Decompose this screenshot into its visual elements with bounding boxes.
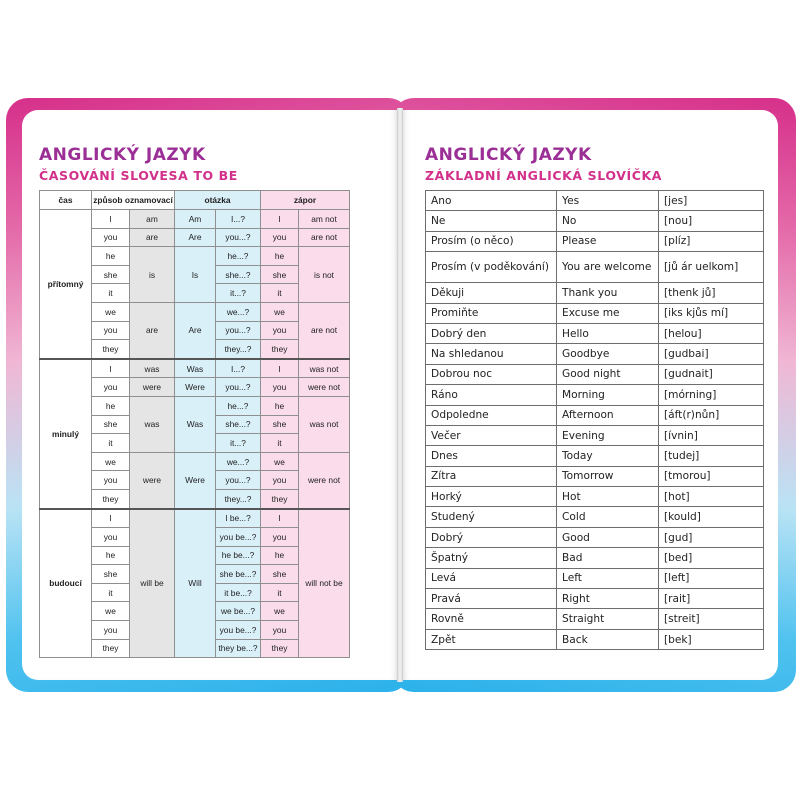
- pronoun-cell: you: [92, 471, 130, 490]
- negative-pronoun: you: [261, 321, 299, 340]
- indicative-form: was: [130, 396, 175, 452]
- negative-pronoun: it: [261, 583, 299, 602]
- pronoun-cell: he: [92, 546, 130, 565]
- vocabulary-row: [426, 527, 764, 547]
- pronunciation: [gud]: [659, 527, 764, 547]
- english-word: Left: [557, 568, 659, 588]
- indicative-form: were: [130, 378, 175, 397]
- czech-word: Studený: [426, 507, 557, 527]
- pronunciation: [streit]: [659, 609, 764, 629]
- vocabulary-row: [426, 323, 764, 343]
- negative-form: was not: [299, 396, 350, 452]
- question-tail: she...?: [216, 265, 261, 284]
- negative-pronoun: he: [261, 247, 299, 266]
- indicative-form: are: [130, 228, 175, 247]
- question-tail: he...?: [216, 247, 261, 266]
- english-word: Afternoon: [557, 405, 659, 425]
- pronunciation: [bed]: [659, 548, 764, 568]
- vocabulary-row: [426, 466, 764, 486]
- pronunciation: [plíz]: [659, 231, 764, 251]
- negative-pronoun: she: [261, 565, 299, 584]
- czech-word: Dobrý den: [426, 323, 557, 343]
- pronoun-cell: he: [92, 396, 130, 415]
- question-tail: you...?: [216, 471, 261, 490]
- pronoun-cell: he: [92, 247, 130, 266]
- pronoun-cell: we: [92, 452, 130, 471]
- vocabulary-row: [426, 507, 764, 527]
- header-indicative: způsob oznamovací: [92, 191, 175, 210]
- english-word: Good night: [557, 364, 659, 384]
- negative-pronoun: he: [261, 546, 299, 565]
- question-verb: Were: [175, 378, 216, 397]
- czech-word: Prosím (o něco): [426, 231, 557, 251]
- negative-pronoun: they: [261, 639, 299, 658]
- negative-pronoun: they: [261, 489, 299, 508]
- pronunciation: [iks kjůs mí]: [659, 303, 764, 323]
- negative-pronoun: I: [261, 210, 299, 229]
- question-tail: they...?: [216, 340, 261, 359]
- vocabulary-row: [426, 629, 764, 649]
- negative-form: is not: [299, 247, 350, 303]
- header-negative: zápor: [261, 191, 350, 210]
- vocabulary-row: [426, 231, 764, 251]
- question-tail: we...?: [216, 452, 261, 471]
- right-page-title: ANGLICKÝ JAZYK: [425, 145, 592, 165]
- pronoun-cell: they: [92, 340, 130, 359]
- question-tail: you...?: [216, 321, 261, 340]
- question-tail: I...?: [216, 210, 261, 229]
- table-row: [40, 359, 350, 378]
- negative-pronoun: you: [261, 528, 299, 547]
- pronoun-cell: you: [92, 378, 130, 397]
- question-tail: you...?: [216, 378, 261, 397]
- pronoun-cell: she: [92, 415, 130, 434]
- left-page-subtitle: ČASOVÁNÍ SLOVESA TO BE: [39, 168, 238, 183]
- english-word: Good: [557, 527, 659, 547]
- pronunciation: [tudej]: [659, 446, 764, 466]
- czech-word: Zpět: [426, 629, 557, 649]
- question-tail: she...?: [216, 415, 261, 434]
- vocabulary-row: [426, 252, 764, 283]
- indicative-form: are: [130, 302, 175, 358]
- czech-word: Zítra: [426, 466, 557, 486]
- vocabulary-row: [426, 568, 764, 588]
- pronoun-cell: we: [92, 302, 130, 321]
- negative-form: are not: [299, 302, 350, 358]
- english-word: Thank you: [557, 283, 659, 303]
- czech-word: Dobrou noc: [426, 364, 557, 384]
- czech-word: Večer: [426, 425, 557, 445]
- czech-word: Promiňte: [426, 303, 557, 323]
- vocabulary-row: [426, 385, 764, 405]
- pronunciation: [rait]: [659, 589, 764, 609]
- vocabulary-row: [426, 283, 764, 303]
- english-word: Goodbye: [557, 344, 659, 364]
- indicative-form: is: [130, 247, 175, 303]
- left-page-title: ANGLICKÝ JAZYK: [39, 145, 206, 165]
- question-tail: they be...?: [216, 639, 261, 658]
- pronunciation: [ívnin]: [659, 425, 764, 445]
- czech-word: Odpoledne: [426, 405, 557, 425]
- negative-pronoun: you: [261, 228, 299, 247]
- english-word: No: [557, 211, 659, 231]
- czech-word: Dobrý: [426, 527, 557, 547]
- right-page-subtitle: ZÁKLADNÍ ANGLICKÁ SLOVÍČKA: [425, 168, 663, 183]
- pronunciation: [tmorou]: [659, 466, 764, 486]
- czech-word: Ráno: [426, 385, 557, 405]
- pronoun-cell: she: [92, 265, 130, 284]
- english-word: Please: [557, 231, 659, 251]
- table-header-row: [40, 191, 350, 210]
- czech-word: Ne: [426, 211, 557, 231]
- book-spine: [397, 108, 403, 682]
- pronoun-cell: they: [92, 639, 130, 658]
- czech-word: Levá: [426, 568, 557, 588]
- negative-pronoun: he: [261, 396, 299, 415]
- pronunciation: [jes]: [659, 191, 764, 211]
- vocabulary-row: [426, 446, 764, 466]
- czech-word: Horký: [426, 487, 557, 507]
- english-word: Cold: [557, 507, 659, 527]
- question-verb: Were: [175, 452, 216, 508]
- question-tail: it be...?: [216, 583, 261, 602]
- vocabulary-row: [426, 303, 764, 323]
- negative-form: were not: [299, 378, 350, 397]
- pronoun-cell: it: [92, 434, 130, 453]
- english-word: You are welcome: [557, 252, 659, 283]
- czech-word: Ano: [426, 191, 557, 211]
- negative-form: were not: [299, 452, 350, 508]
- pronunciation: [jů ár uelkom]: [659, 252, 764, 283]
- question-tail: they...?: [216, 489, 261, 508]
- english-word: Morning: [557, 385, 659, 405]
- pronunciation: [áft(r)nůn]: [659, 405, 764, 425]
- negative-pronoun: she: [261, 415, 299, 434]
- question-tail: we be...?: [216, 602, 261, 621]
- english-word: Hot: [557, 487, 659, 507]
- pronunciation: [kould]: [659, 507, 764, 527]
- question-verb: Will: [175, 509, 216, 658]
- question-tail: you be...?: [216, 621, 261, 640]
- pronoun-cell: I: [92, 509, 130, 528]
- czech-word: Děkuji: [426, 283, 557, 303]
- pronunciation: [hot]: [659, 487, 764, 507]
- pronunciation: [thenk jů]: [659, 283, 764, 303]
- pronunciation: [mórning]: [659, 385, 764, 405]
- pronoun-cell: you: [92, 321, 130, 340]
- question-verb: Was: [175, 396, 216, 452]
- vocabulary-row: [426, 364, 764, 384]
- tense-label: minulý: [40, 359, 92, 509]
- english-word: Bad: [557, 548, 659, 568]
- question-tail: I...?: [216, 359, 261, 378]
- header-question: otázka: [175, 191, 261, 210]
- czech-word: Rovně: [426, 609, 557, 629]
- negative-form: will not be: [299, 509, 350, 658]
- vocabulary-row: [426, 211, 764, 231]
- negative-pronoun: I: [261, 509, 299, 528]
- czech-word: Prosím (v poděkování): [426, 252, 557, 283]
- negative-form: are not: [299, 228, 350, 247]
- indicative-form: will be: [130, 509, 175, 658]
- czech-word: Dnes: [426, 446, 557, 466]
- question-tail: he...?: [216, 396, 261, 415]
- indicative-form: were: [130, 452, 175, 508]
- question-tail: I be...?: [216, 509, 261, 528]
- vocabulary-row: [426, 609, 764, 629]
- pronoun-cell: I: [92, 210, 130, 229]
- czech-word: Pravá: [426, 589, 557, 609]
- negative-form: am not: [299, 210, 350, 229]
- vocabulary-row: [426, 548, 764, 568]
- question-verb: Am: [175, 210, 216, 229]
- indicative-form: was: [130, 359, 175, 378]
- question-verb: Is: [175, 247, 216, 303]
- question-tail: you...?: [216, 228, 261, 247]
- negative-pronoun: you: [261, 378, 299, 397]
- pronoun-cell: you: [92, 621, 130, 640]
- vocabulary-row: [426, 487, 764, 507]
- pronoun-cell: I: [92, 359, 130, 378]
- pronunciation: [gudbai]: [659, 344, 764, 364]
- indicative-form: am: [130, 210, 175, 229]
- table-row: [40, 509, 350, 528]
- to-be-conjugation-table: [39, 190, 350, 658]
- negative-pronoun: you: [261, 621, 299, 640]
- negative-pronoun: it: [261, 284, 299, 303]
- english-word: Right: [557, 589, 659, 609]
- question-tail: he be...?: [216, 546, 261, 565]
- vocabulary-row: [426, 589, 764, 609]
- vocabulary-row: [426, 344, 764, 364]
- english-word: Straight: [557, 609, 659, 629]
- negative-pronoun: we: [261, 602, 299, 621]
- pronunciation: [left]: [659, 568, 764, 588]
- negative-pronoun: I: [261, 359, 299, 378]
- pronunciation: [gudnait]: [659, 364, 764, 384]
- vocabulary-row: [426, 191, 764, 211]
- vocabulary-table: [425, 190, 764, 650]
- pronoun-cell: you: [92, 528, 130, 547]
- negative-form: was not: [299, 359, 350, 378]
- question-tail: you be...?: [216, 528, 261, 547]
- negative-pronoun: you: [261, 471, 299, 490]
- question-verb: Was: [175, 359, 216, 378]
- english-word: Back: [557, 629, 659, 649]
- vocabulary-row: [426, 405, 764, 425]
- pronoun-cell: it: [92, 583, 130, 602]
- english-word: Evening: [557, 425, 659, 445]
- negative-pronoun: they: [261, 340, 299, 359]
- question-tail: it...?: [216, 284, 261, 303]
- pronoun-cell: we: [92, 602, 130, 621]
- negative-pronoun: we: [261, 452, 299, 471]
- question-verb: Are: [175, 302, 216, 358]
- czech-word: Špatný: [426, 548, 557, 568]
- table-row: [40, 210, 350, 229]
- pronoun-cell: it: [92, 284, 130, 303]
- negative-pronoun: we: [261, 302, 299, 321]
- vocabulary-row: [426, 425, 764, 445]
- question-tail: it...?: [216, 434, 261, 453]
- question-verb: Are: [175, 228, 216, 247]
- negative-pronoun: it: [261, 434, 299, 453]
- question-tail: she be...?: [216, 565, 261, 584]
- header-tense: čas: [40, 191, 92, 210]
- question-tail: we...?: [216, 302, 261, 321]
- english-word: Tomorrow: [557, 466, 659, 486]
- pronoun-cell: they: [92, 489, 130, 508]
- tense-label: budoucí: [40, 509, 92, 658]
- pronunciation: [bek]: [659, 629, 764, 649]
- pronunciation: [nou]: [659, 211, 764, 231]
- czech-word: Na shledanou: [426, 344, 557, 364]
- pronoun-cell: you: [92, 228, 130, 247]
- negative-pronoun: she: [261, 265, 299, 284]
- english-word: Hello: [557, 323, 659, 343]
- tense-label: přítomný: [40, 210, 92, 359]
- pronunciation: [helou]: [659, 323, 764, 343]
- english-word: Excuse me: [557, 303, 659, 323]
- pronoun-cell: she: [92, 565, 130, 584]
- english-word: Today: [557, 446, 659, 466]
- english-word: Yes: [557, 191, 659, 211]
